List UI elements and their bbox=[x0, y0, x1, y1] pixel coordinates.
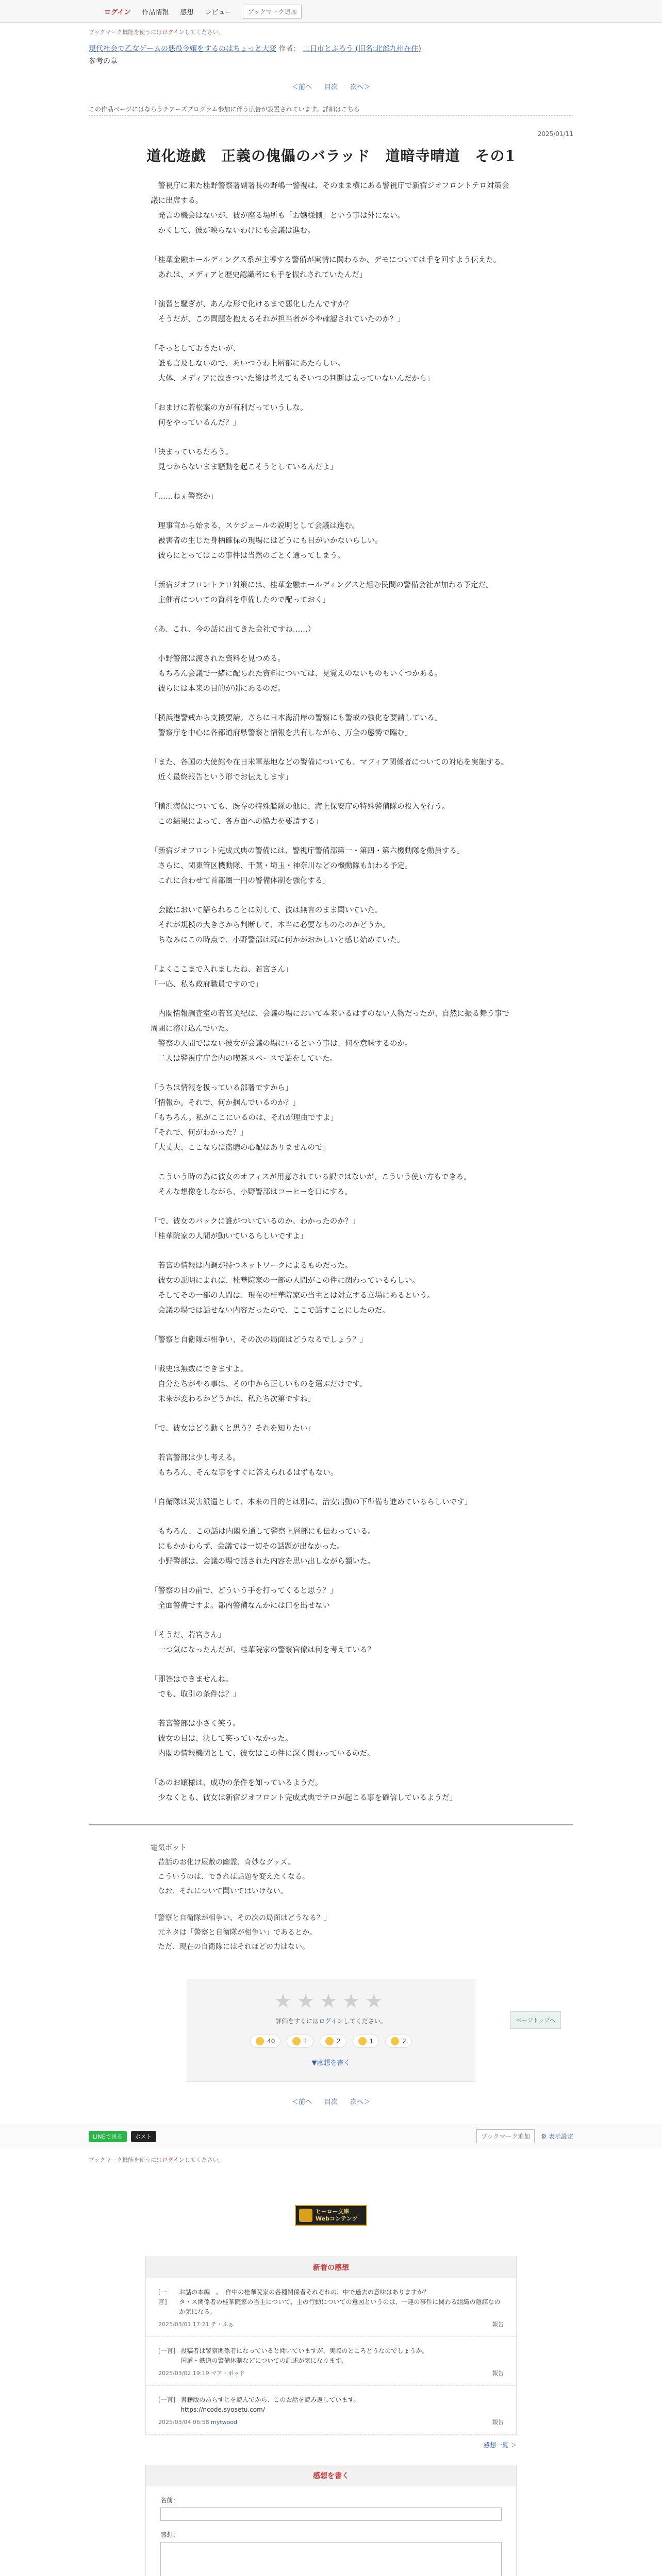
novel-paragraph: 「決まっているだろう。 bbox=[151, 448, 233, 456]
novel-paragraph bbox=[151, 1436, 511, 1451]
novel-paragraph: 「桂華金融ホールディングス系が主導する警備が実情に関わるか、デモについては手を回すよう伝えた。 bbox=[151, 256, 501, 264]
x-share-button[interactable]: ポスト bbox=[131, 2131, 156, 2142]
chapter-navigation-bottom bbox=[89, 2096, 573, 2106]
comment-tag: [一言] bbox=[158, 2396, 176, 2403]
comment-tag: [一言] bbox=[158, 2347, 176, 2354]
comment-form bbox=[145, 2465, 517, 2576]
novel-paragraph bbox=[151, 785, 511, 800]
main-content bbox=[89, 23, 573, 2106]
ad-notice: この作品ページにはなろうチアーズプログラム参加に伴う広告が設置されています。詳細はこちら bbox=[89, 105, 360, 113]
display-settings-link[interactable]: ⚙ 表示設定 bbox=[541, 2133, 573, 2141]
novel-paragraph bbox=[151, 889, 511, 903]
novel-paragraph: 「即答はできませんね。 bbox=[151, 1675, 233, 1684]
novel-paragraph: 発言の機会はないが、彼が座る場所も「お嬢様側」という事は外にない。 bbox=[151, 211, 405, 220]
rating-note: 評価をするにはログインしてください。 bbox=[275, 2017, 387, 2025]
novel-paragraph: 「また、各国の大使館や在日米軍基地などの警備についても、マフィア関係者についての対応を実施する。 bbox=[151, 758, 509, 767]
comments-more-link[interactable]: 感想一覧 ＞ bbox=[484, 2441, 517, 2449]
notice-login-link-bottom[interactable]: ログイン bbox=[162, 2156, 185, 2163]
comment-date: 2025/03/01 17:21 bbox=[158, 2321, 209, 2328]
reaction-button[interactable] bbox=[250, 2035, 280, 2048]
novel-paragraph: もちろん、この話は内閣を通して警察上層部にも伝わっている。 bbox=[151, 1527, 375, 1536]
novel-paragraph bbox=[151, 283, 511, 297]
next-link-bottom[interactable]: 次へ＞ bbox=[350, 2098, 371, 2106]
novel-paragraph: 「それで、何がわかった？」 bbox=[151, 1128, 248, 1137]
write-feeling-link[interactable]: ▼感想を書く bbox=[311, 2059, 351, 2067]
bookmark-login-notice: ブックマーク機能を使うにはログインしてください。 bbox=[89, 29, 224, 36]
novel-paragraph: 会議において語られることに対して、彼は無言のまま聞いていた。 bbox=[151, 906, 383, 914]
novel-paragraph: 少なくとも、彼女は新宿ジオフロント完成式典でテロが起こる事を確信しているようだ」 bbox=[151, 1793, 457, 1802]
novel-paragraph bbox=[151, 1761, 511, 1776]
novel-paragraph: 警察の人間ではない彼女が会議の場にいるという事は、何を意味するのか。 bbox=[151, 1039, 412, 1048]
novel-paragraph: 一つ気になったんだが、桂華院家の警察官僚は何を考えている？ bbox=[151, 1646, 375, 1654]
chapter-date: 2025/01/11 bbox=[537, 130, 573, 138]
novel-paragraph: ちなみにこの時点で、小野警部は既に何かがおかしいと感じ始めていた。 bbox=[151, 936, 405, 944]
novel-paragraph bbox=[151, 504, 511, 519]
novel-paragraph: 警視庁に来た桂野警察署副署長の野嶋一警視は、そのまま横にある警視庁で新宿ジオフロントテロ対策会議に出席する。 bbox=[151, 181, 509, 205]
novel-paragraph: 「警察と自衛隊が相争い、その次の局面はどうなるでしょう？」 bbox=[151, 1335, 368, 1344]
postscript-paragraph: こういうのは、できれば話題を変えたくなる。 bbox=[151, 1872, 309, 1881]
author-link[interactable]: 二日市とふろう (旧名:北部九州在住) bbox=[302, 45, 421, 53]
novel-paragraph bbox=[151, 1481, 511, 1495]
novel-paragraph: 内閣の情報機関として、彼女はこの件に深く関わっているのだ。 bbox=[151, 1749, 375, 1758]
novel-paragraph: 何をやっているんだ？」 bbox=[151, 418, 240, 427]
next-link[interactable]: 次へ＞ bbox=[350, 83, 371, 91]
novel-paragraph bbox=[151, 1244, 511, 1259]
novel-paragraph: 「新宿ジオフロント完成式典の警備には、警視庁警備部第一・第四・第六機動隊を動員する。 bbox=[151, 846, 465, 855]
novel-paragraph: 「横浜海保についても、既存の特殊艦隊の他に、海上保安庁の特殊警備隊の投入を行う。 bbox=[151, 802, 450, 811]
novel-paragraph: 自分たちがやる事は、その中から正しいものを選ぶだけです。 bbox=[151, 1380, 367, 1388]
novel-paragraph: 「警察の目の前で、どういう手を打ってくると思う？」 bbox=[151, 1586, 338, 1595]
reaction-list bbox=[197, 2035, 465, 2048]
index-link[interactable]: 目次 bbox=[324, 83, 338, 91]
reaction-icon bbox=[391, 2037, 399, 2045]
comment-report-link[interactable]: 報告 bbox=[492, 2370, 504, 2377]
novel-paragraph: かくして、彼が映らないわけにも会議は進む。 bbox=[151, 226, 315, 235]
postscript-paragraph: 電気ボット bbox=[151, 1843, 187, 1852]
novel-paragraph: こういう時の為に彼女のオフィスが用意されている訳ではないが、こういう使い方もできる。 bbox=[151, 1173, 471, 1181]
novel-paragraph: 内閣情報調査室の若宮美紀は、会議の場において本来いるはずのない人物だったが、自然に振る舞う事で周囲に溶け込んでいた。 bbox=[151, 1009, 509, 1033]
novel-paragraph bbox=[151, 637, 511, 652]
feelings-link[interactable]: 感想 bbox=[180, 8, 194, 16]
postscript-paragraph: 「警察と自衛隊が相争い、その次の局面はどうなる？」 bbox=[151, 1913, 331, 1922]
novel-paragraph: 「……ねぇ警察か」 bbox=[151, 492, 218, 501]
gear-icon: ⚙ bbox=[541, 2133, 547, 2141]
novel-paragraph: それが規模の大きさから判断して、本当に必要なものなのかどうか。 bbox=[151, 921, 390, 929]
novel-paragraph bbox=[151, 992, 511, 1007]
notice-login-link[interactable]: ログイン bbox=[162, 29, 185, 36]
reaction-button[interactable] bbox=[320, 2035, 346, 2048]
novel-paragraph bbox=[151, 1702, 511, 1717]
comment-body: お話の本編 、 作中の桂華院家の各種関係者それぞれの、中で過去の意味はありますか？ タ・ス関係者の桂華院家の当主について、主の行動についての意図というのは、一連の事件に関わる組織の陰謀なのか気になる。 bbox=[179, 2288, 501, 2315]
novel-paragraph: 二人は警視庁庁舎内の喫茶スペースで話をしていた。 bbox=[151, 1054, 337, 1063]
reaction-count: 1 bbox=[304, 2037, 308, 2045]
chapter-title: 道化遊戯 正義の傀儡のバラッド 道暗寺晴道 その1 bbox=[146, 147, 516, 164]
publisher-banner[interactable] bbox=[295, 2205, 367, 2226]
comment-date: 2025/03/02 19:19 bbox=[158, 2370, 209, 2377]
novel-paragraph: 若宮警部は少し考える。 bbox=[151, 1453, 240, 1462]
novel-paragraph bbox=[151, 1614, 511, 1628]
reaction-button[interactable] bbox=[353, 2035, 379, 2048]
reaction-icon bbox=[358, 2037, 367, 2045]
novel-paragraph: 彼女の目は、決して笑っていなかった。 bbox=[151, 1734, 293, 1743]
novel-paragraph bbox=[151, 386, 511, 401]
review-link[interactable]: レビュー bbox=[205, 8, 232, 16]
comment-form-title: 感想を書く bbox=[146, 2465, 516, 2486]
novel-paragraph: 「で、彼女のバックに誰がついているのか、わかったのか？」 bbox=[151, 1217, 360, 1226]
rating-login-link[interactable]: ログイン bbox=[319, 2017, 343, 2025]
reaction-count: 2 bbox=[337, 2037, 341, 2045]
novel-paragraph bbox=[151, 564, 511, 578]
novel-paragraph: 「で、彼女はどう動くと思う？それを知りたい」 bbox=[151, 1424, 315, 1433]
novel-paragraph: 「あのお嬢様は、成功の条件を知っているようだ。 bbox=[151, 1778, 323, 1787]
comment-textarea[interactable] bbox=[160, 2542, 502, 2576]
comment-user-link[interactable]: マア・ポッド bbox=[211, 2370, 245, 2377]
prev-link[interactable]: ＜前へ bbox=[291, 83, 312, 91]
rating-box bbox=[187, 1979, 475, 2082]
reaction-button[interactable] bbox=[385, 2035, 412, 2048]
novel-paragraph bbox=[151, 608, 511, 622]
novel-paragraph: 「大丈夫、ここならば盗聴の心配はありませんので」 bbox=[151, 1143, 330, 1152]
novel-paragraph bbox=[151, 475, 511, 489]
reaction-button[interactable] bbox=[287, 2035, 313, 2048]
novel-paragraph bbox=[151, 1569, 511, 1584]
novel-paragraph bbox=[151, 948, 511, 962]
reaction-icon bbox=[325, 2037, 334, 2045]
novel-paragraph: 大体、メディアに泣きついた後は考えてもそいつの判断は立っていないんだから」 bbox=[151, 374, 434, 383]
share-bar bbox=[0, 2125, 662, 2147]
novel-paragraph bbox=[151, 1348, 511, 1362]
lower-content bbox=[89, 2156, 573, 2576]
reaction-count: 1 bbox=[369, 2037, 374, 2045]
novel-paragraph bbox=[151, 697, 511, 711]
novel-paragraph bbox=[151, 1510, 511, 1524]
novel-paragraph: 彼らには本来の目的が別にあるのだ。 bbox=[151, 684, 285, 693]
novel-paragraph: 警察庁を中心に各都道府県警察と情報を共有しながら、万全の態勢で臨む」 bbox=[151, 728, 412, 737]
reaction-count: 2 bbox=[402, 2037, 406, 2045]
postscript-paragraph: 元ネタは「警察と自衛隊が相争い」であるとか。 bbox=[151, 1928, 317, 1937]
novel-paragraph: 近く最終報告という形でお伝えします」 bbox=[151, 773, 293, 782]
divider bbox=[89, 115, 573, 116]
name-input[interactable] bbox=[160, 2507, 502, 2521]
recent-comments bbox=[145, 2257, 517, 2435]
novel-paragraph: にもかかわらず、会議では一切その話題が出なかった。 bbox=[151, 1542, 344, 1551]
episode-label: 参考の章 bbox=[89, 57, 118, 65]
works-link[interactable]: 作品情報 bbox=[142, 8, 169, 16]
share-buttons bbox=[89, 2131, 156, 2142]
novel-paragraph: 「戦史は無数にできますよ。 bbox=[151, 1365, 248, 1374]
comment-tag: [一言] bbox=[158, 2288, 167, 2306]
novel-paragraph: 未来が変わるかどうかは、私たち次第ですね」 bbox=[151, 1395, 315, 1403]
comment-item bbox=[146, 2278, 516, 2337]
bookmark-button-bottom[interactable]: ブックマーク追加 bbox=[476, 2129, 535, 2143]
novel-paragraph: 小野警部は渡された資料を見つめる。 bbox=[151, 654, 285, 663]
prev-link-bottom[interactable]: ＜前へ bbox=[291, 2098, 312, 2106]
novel-paragraph bbox=[151, 1407, 511, 1421]
line-share-button[interactable]: LINEで送る bbox=[89, 2131, 127, 2142]
comment-user-link[interactable]: mytwood bbox=[211, 2419, 238, 2426]
novel-paragraph: 「そうだ、若宮さん」 bbox=[151, 1631, 225, 1639]
novel-paragraph: 彼女の説明によれば、桂華院家の一部の人間がこの件に関わっているらしい。 bbox=[151, 1276, 420, 1285]
novel-paragraph: そうだが、この問題を抱えるそれが担当者が今や確認されていたのか？」 bbox=[151, 315, 405, 324]
novel-paragraph: あれは、メディアと歴史認識者にも手を振れされていたんだ」 bbox=[151, 270, 367, 279]
reaction-icon bbox=[256, 2037, 264, 2045]
novel-paragraph: これに合わせて首都圏一円の警備体制を強化する」 bbox=[151, 876, 330, 885]
novel-paragraph: そんな想像をしながら、小野警部はコーヒーを口にする。 bbox=[151, 1188, 352, 1196]
comment-list bbox=[146, 2278, 516, 2435]
novel-paragraph: 小野警部は、会議の場で話された内容を思い出しながら頷いた。 bbox=[151, 1557, 375, 1566]
banner-text: ヒーロー文庫 Webコンテンツ bbox=[316, 2208, 358, 2222]
comment-item bbox=[146, 2386, 516, 2435]
novel-paragraph: 「演習と騒ぎが、あんな形で化けるまで悪化したんですか？ bbox=[151, 300, 353, 309]
bookmark-login-notice-bottom: ブックマーク機能を使うにはログインしてください。 bbox=[89, 2156, 224, 2163]
body-label: 感想： bbox=[160, 2531, 179, 2538]
novel-paragraph: 会議の場では話せない内容だったので、ここで話すことにしたのだ。 bbox=[151, 1306, 390, 1315]
novel-paragraph: 被害者の生じた身柄確保の現場にはどうにも目がいかないらしい。 bbox=[151, 536, 383, 545]
chapter-navigation-top bbox=[89, 81, 573, 91]
novel-paragraph bbox=[151, 741, 511, 755]
bookmark-button[interactable]: ブックマーク追加 bbox=[243, 5, 301, 19]
novel-paragraph: さらに、関東管区機動隊、千葉・埼玉・神奈川などの機動隊も加わる予定。 bbox=[151, 861, 412, 870]
novel-body bbox=[151, 179, 511, 1806]
novel-paragraph: 主催者についての資料を準備したので配っておく」 bbox=[151, 596, 330, 604]
novel-paragraph bbox=[151, 327, 511, 342]
name-label: 名前： bbox=[160, 2496, 179, 2504]
novel-paragraph bbox=[151, 239, 511, 253]
comment-date: 2025/03/04 06:58 bbox=[158, 2419, 209, 2426]
novel-paragraph: 見つからないまま騒動を起こそうとしているんだよ」 bbox=[151, 463, 338, 471]
novel-paragraph: もちろん会議で一緒に配られた資料については、見覚えのないものもいくつかある。 bbox=[151, 669, 442, 678]
novel-paragraph: 「新宿ジオフロントテロ対策には、桂華金融ホールディングスと組む民間の警備会社が加わる予定だ。 bbox=[151, 581, 493, 589]
recent-comments-title: 新着の感想 bbox=[146, 2257, 516, 2278]
comment-report-link[interactable]: 報告 bbox=[492, 2321, 504, 2328]
novel-paragraph: 「そっとしておきたいが、 bbox=[151, 344, 240, 353]
comment-user-link[interactable]: チ・ふぁ bbox=[211, 2321, 234, 2328]
series-title-link[interactable]: 現代社会で乙女ゲームの悪役令嬢をするのはちょっと大変 bbox=[89, 45, 276, 53]
novel-paragraph: そしてその一部の人間は、現在の桂華院家の当主とは対立する立場にあるという。 bbox=[151, 1291, 435, 1300]
novel-paragraph bbox=[151, 1066, 511, 1081]
postscript-paragraph: 昔話のお化け屋敷の幽霊、奇妙なグッズ。 bbox=[151, 1858, 295, 1867]
novel-paragraph bbox=[151, 829, 511, 844]
rating-stars[interactable]: ★★★★★ bbox=[274, 1989, 388, 2012]
page-top-button[interactable]: ページトップへ bbox=[510, 2011, 561, 2029]
novel-paragraph: でも、取引の条件は？」 bbox=[151, 1690, 240, 1699]
novel-paragraph bbox=[151, 1200, 511, 1214]
novel-paragraph: 理事官から始まる、スケジュールの説明として会議は進む。 bbox=[151, 521, 360, 530]
novel-paragraph: 「情報か。それで、何か掴んでいるのか？」 bbox=[151, 1098, 300, 1107]
novel-paragraph bbox=[151, 1156, 511, 1170]
comment-item bbox=[146, 2337, 516, 2386]
postscript-divider bbox=[89, 1824, 573, 1825]
publisher-logo-icon bbox=[299, 2209, 312, 2222]
novel-paragraph: 「桂華院家の人間が動いているらしいですよ」 bbox=[151, 1232, 308, 1241]
reaction-icon bbox=[292, 2037, 301, 2045]
novel-paragraph: 彼らにとってはこの事件は当然のごとく通ってしまう。 bbox=[151, 551, 345, 560]
novel-paragraph bbox=[151, 431, 511, 445]
novel-paragraph: 若宮警部は小さく笑う。 bbox=[151, 1719, 240, 1728]
index-link-bottom[interactable]: 目次 bbox=[324, 2098, 338, 2106]
postscript-body bbox=[151, 1841, 511, 1954]
top-navigation bbox=[0, 0, 662, 23]
postscript-paragraph: なお、それについて聞いてはいけない。 bbox=[151, 1887, 288, 1895]
novel-paragraph bbox=[151, 1658, 511, 1672]
comment-body: 書籍版のあらすじを読んでから、このお話を読み返しています。 https://ncode.syosetu.com/ bbox=[180, 2396, 360, 2413]
novel-paragraph bbox=[151, 1318, 511, 1333]
novel-paragraph: 「横浜港警戒から支援要請。さらに日本海沿岸の警察にも警戒の強化を要請している。 bbox=[151, 714, 442, 722]
postscript-paragraph bbox=[151, 1899, 511, 1911]
login-link[interactable]: ログイン bbox=[104, 8, 131, 16]
series-info: 現代社会で乙女ゲームの悪役令嬢をするのはちょっと大変 作者： 二日市とふろう (旧名:北部九州在住) 参考の章 bbox=[89, 45, 421, 65]
novel-paragraph: もちろん、そんな事をすぐに答えられるはずもない。 bbox=[151, 1468, 338, 1477]
novel-paragraph: 「おまけに若松案の方が有利だっていうしな。 bbox=[151, 403, 308, 412]
novel-paragraph: 「もちろん。私がここにいるのは、それが理由ですよ」 bbox=[151, 1113, 338, 1122]
novel-paragraph: 「一応、私も政府職員ですので」 bbox=[151, 980, 263, 989]
postscript-paragraph: ただ、現在の自衛隊にはそれほどの力はない。 bbox=[151, 1942, 309, 1951]
novel-paragraph: この結果によって、各方面への協力を要請する」 bbox=[151, 817, 323, 826]
novel-paragraph: 「うちは情報を扱っている部署ですから」 bbox=[151, 1083, 293, 1092]
novel-paragraph: 「自衛隊は災害派遣として、本来の目的とは別に、治安出動の下準備も進めているらしいです」 bbox=[151, 1498, 472, 1506]
novel-paragraph: 誰も言及しないので、あいつうわ上層部にあたらしい。 bbox=[151, 359, 345, 368]
novel-paragraph: 若宮の情報は内調が持つネットワークによるものだった。 bbox=[151, 1261, 353, 1270]
novel-paragraph: 全面警備ですよ。都内警備なんかには口を出せない bbox=[151, 1601, 330, 1610]
novel-paragraph: 「よくここまで入れましたね、若宮さん」 bbox=[151, 965, 293, 974]
comment-body: 投稿者は警察関係者になっていると聞いていますが、実際のところどうなのでしょうか。 国道・鉄道の警備体制などについての記述が気になります。 bbox=[180, 2347, 428, 2364]
novel-paragraph: （あ、これ、今の話に出てきた会社ですね……） bbox=[151, 625, 316, 634]
share-bar-right bbox=[476, 2129, 573, 2143]
comment-report-link[interactable]: 報告 bbox=[492, 2419, 504, 2426]
reaction-count: 40 bbox=[267, 2037, 275, 2045]
